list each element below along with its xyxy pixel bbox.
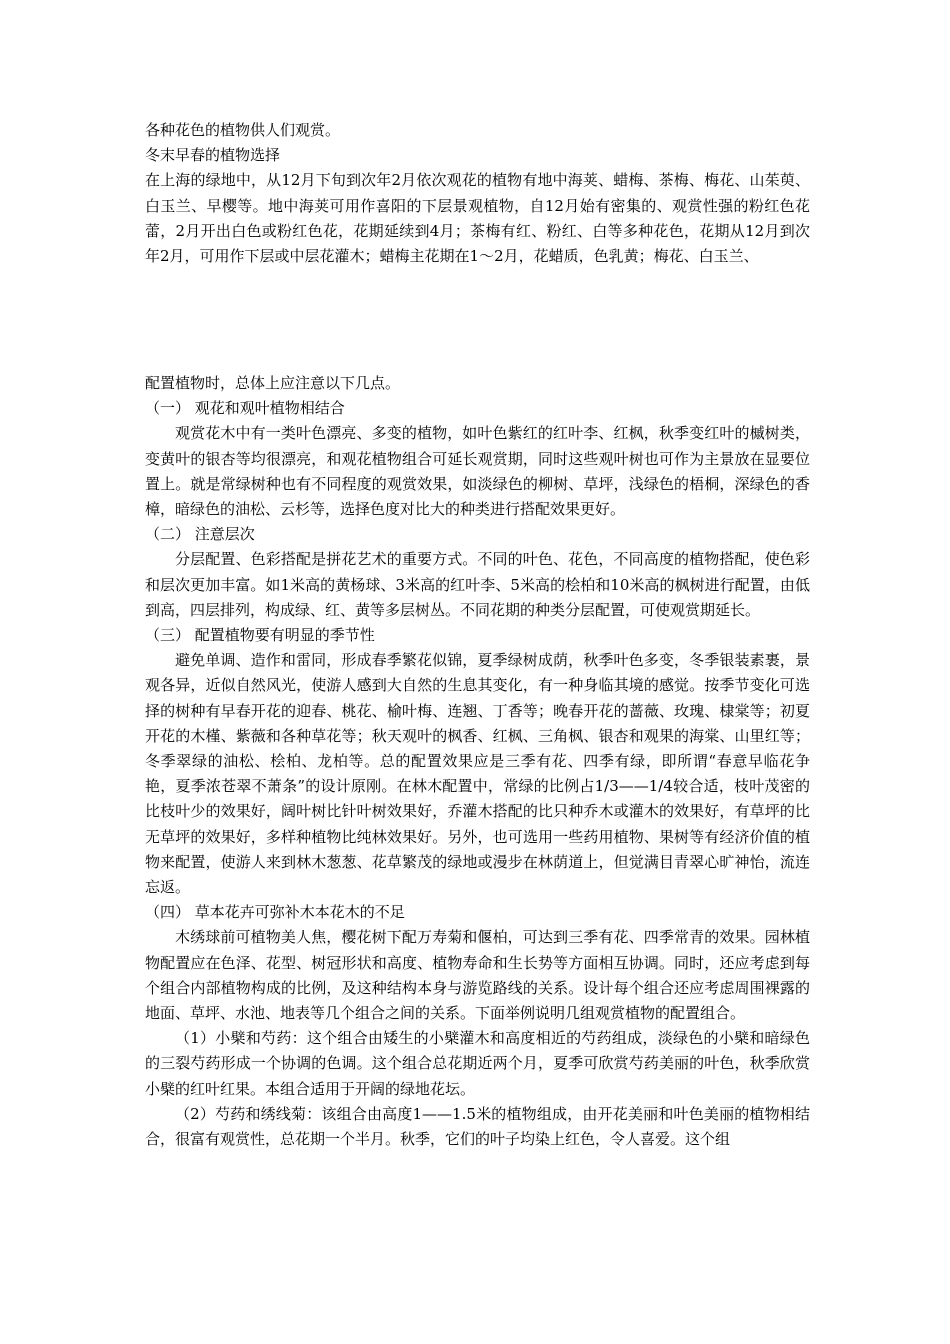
section-heading: （四） 草本花卉可弥补木本花木的不足 — [145, 903, 405, 922]
paragraph: 在上海的绿地中，从12月下旬到次年2月依次观花的植物有地中海荚、蜡梅、茶梅、梅花、山茱萸、白玉兰、早樱等。地中海荚可用作喜阳的下层景观植物，自12月始有密集的、观赏性强的粉红色花蕾，2月开出白色或粉红色花，花期延续到4月；茶梅有红、粉红、白等多种花色，花期从12月到次年2月，可用作下层或中层花灌木；蜡梅主花期在1～2月，花蜡质，色乳黄；梅花、白玉兰、 — [145, 171, 810, 266]
list-item: （2）芍药和绣线菊：该组合由高度1——1.5米的植物组成，由开花美丽和叶色美丽的植物相结合，很富有观赏性，总花期一个半月。秋季，它们的叶子均染上红色，令人喜爱。这个组 — [145, 1104, 810, 1149]
paragraph: 木绣球前可植物美人焦，樱花树下配万寿菊和偃柏，可达到三季有花、四季常青的效果。园林植物配置应在色泽、花型、树冠形状和高度、植物寿命和生长势等方面相互协调。同时，还应考虑到每个组合内部植物构成的比例，及这种结构本身与游览路线的关系。设计每个组合还应考虑周围裸露的地面、草坪、水池、地表等几个组合之间的关系。下面举例说明几组观赏植物的配置组合。 — [145, 928, 810, 1023]
section-heading: （一） 观花和观叶植物相结合 — [145, 399, 345, 418]
section-heading: （三） 配置植物要有明显的季节性 — [145, 626, 375, 645]
paragraph: 观赏花木中有一类叶色漂亮、多变的植物，如叶色紫红的红叶李、红枫，秋季变红叶的槭树类，变黄叶的银杏等均很漂亮，和观花植物组合可延长观赏期，同时这些观叶树也可作为主景放在显要位置上。就是常绿树种也有不同程度的观赏效果，如淡绿色的柳树、草坪，浅绿色的梧桐，深绿色的香樟，暗绿色的油松、云杉等，选择色度对比大的种类进行搭配效果更好。 — [145, 424, 810, 519]
text-line: 各种花色的植物供人们观赏。 — [145, 121, 341, 139]
text-block-top — [145, 118, 810, 269]
list-item: （1）小檗和芍药：这个组合由矮生的小檗灌木和高度相近的芍药组成，淡绿色的小檗和暗绿色的三裂芍药形成一个协调的色调。这个组合总花期近两个月，夏季可欣赏芍药美丽的叶色，秋季欣赏小檗的红叶红果。本组合适用于开阔的绿地花坛。 — [145, 1029, 810, 1098]
paragraph: 分层配置、色彩搭配是拼花艺术的重要方式。不同的叶色、花色，不同高度的植物搭配，使色彩和层次更加丰富。如1米高的黄杨球、3米高的红叶李、5米高的桧柏和10米高的枫树进行配置，由低到高，四层排列，构成绿、红、黄等多层树丛。不同花期的种类分层配置，可使观赏期延长。 — [145, 550, 810, 619]
section-heading: （二） 注意层次 — [145, 525, 255, 544]
section-heading: 冬末早春的植物选择 — [145, 146, 281, 165]
text-block-main — [145, 371, 810, 1152]
intro-line: 配置植物时，总体上应注意以下几点。 — [145, 374, 401, 392]
paragraph: 避免单调、造作和雷同，形成春季繁花似锦，夏季绿树成荫，秋季叶色多变，冬季银装素裹，景观各异，近似自然风光，使游人感到大自然的生息其变化，有一种身临其境的感觉。按季节变化可选择的树种有早春开花的迎春、桃花、榆叶梅、连翘、丁香等；晚春开花的蔷薇、玫瑰、棣棠等；初夏开花的木槿、紫薇和各种草花等；秋天观叶的枫香、红枫、三角枫、银杏和观果的海棠、山里红等；冬季翠绿的油松、桧柏、龙柏等。总的配置效果应是三季有花、四季有绿，即所谓“春意早临花争艳，夏季浓苍翠不萧条”的设计原刚。在林木配置中，常绿的比例占1/3——1/4较合适，枝叶茂密的比枝叶少的效果好，阔叶树比针叶树效果好，乔灌木搭配的比只种乔木或灌木的效果好，有草坪的比无草坪的效果好，多样种植物比纯林效果好。另外，也可选用一些药用植物、果树等有经济价值的植物来配置，使游人来到林木葱葱、花草繁茂的绿地或漫步在林荫道上，但觉满目青翠心旷神怡，流连忘返。 — [145, 651, 810, 897]
